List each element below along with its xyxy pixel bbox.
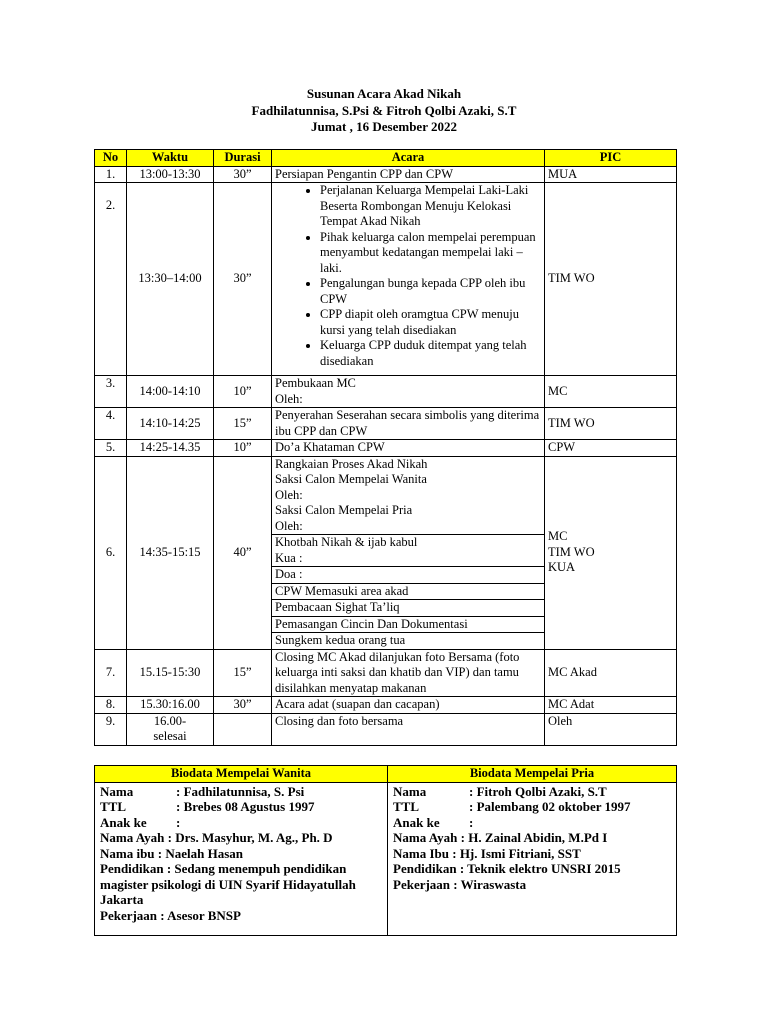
acara-line: Pembacaan Sighat Ta’liq [272, 600, 544, 617]
row-durasi: 30” [214, 166, 272, 183]
acara-line: Oleh: [275, 518, 303, 533]
sub-row [272, 633, 544, 649]
acara-line: Pembukaan MC [275, 376, 356, 390]
biodata-field: Nama Ibu : Hj. Ismi Fitriani, SST [393, 845, 581, 861]
field-label: Anak ke [100, 814, 147, 830]
row-acara [272, 376, 545, 408]
biodata-field: Pekerjaan : Wiraswasta [393, 876, 527, 892]
row-durasi: 15” [214, 649, 272, 697]
table-row [95, 649, 677, 697]
acara-line: Rangkaian Proses Akad Nikah [275, 456, 428, 471]
sub-row [272, 583, 544, 600]
field-label: Nama [393, 783, 427, 799]
row-waktu: 14:00-14:10 [127, 376, 214, 408]
heading-couple: Fadhilatunnisa, S.Psi & Fitroh Qolbi Azaki, S.T [251, 102, 517, 118]
col-durasi: Durasi [214, 150, 272, 167]
row-waktu: 14:25-14.35 [127, 440, 214, 457]
biodata-field [393, 784, 671, 800]
row-pic: MC Akad [545, 649, 677, 697]
col-pic: PIC [545, 150, 677, 167]
akad-sub-table [272, 457, 544, 649]
acara-line: Oleh: [275, 487, 303, 502]
biodata-field [393, 815, 671, 831]
row-durasi: 30” [214, 183, 272, 376]
acara-line: CPW Memasuki area akad [272, 583, 544, 600]
field-label: Anak ke [393, 814, 440, 830]
heading-date: Jumat , 16 Desember 2022 [311, 119, 457, 134]
row-pic: TIM WO [545, 408, 677, 440]
biodata-pria [388, 782, 677, 935]
row-pic: CPW [545, 440, 677, 457]
col-waktu: Waktu [127, 150, 214, 167]
row-acara: Closing dan foto bersama [272, 713, 545, 745]
waktu-line: 16.00- [153, 713, 187, 728]
field-value: : [176, 814, 181, 830]
biodata-field [100, 799, 382, 815]
biodata-field [393, 799, 671, 815]
sub-row [272, 457, 544, 535]
field-label: TTL [393, 799, 420, 814]
biodata-wanita [95, 782, 388, 935]
sub-row [272, 535, 544, 567]
biodata-field: Pekerjaan : Asesor BNSP [100, 907, 241, 923]
biodata-field: Pendidikan : Sedang menempuh pendidikan magister psikologi di UIN Syarif Hidayatullah Jakarta [100, 861, 356, 907]
row-waktu: 14:35-15:15 [127, 456, 214, 649]
row-durasi: 10” [214, 440, 272, 457]
biodata-table [94, 765, 677, 936]
row-acara: Do’a Khataman CPW [272, 440, 545, 457]
biodata-field: Nama Ayah : H. Zainal Abidin, M.Pd I [393, 830, 608, 845]
biodata-field [100, 815, 382, 831]
row-acara: Acara adat (suapan dan cacapan) [272, 697, 545, 714]
schedule-header-row [95, 150, 677, 167]
table-row [95, 183, 677, 376]
row-durasi: 40” [214, 456, 272, 649]
table-row [95, 376, 677, 408]
row-acara: Penyerahan Seserahan secara simbolis yang diterima ibu CPP dan CPW [272, 408, 545, 440]
table-row [95, 440, 677, 457]
field-value: : Fitroh Qolbi Azaki, S.T [469, 783, 607, 799]
sub-row [272, 567, 544, 584]
field-label: Nama [100, 783, 134, 799]
col-no: No [95, 150, 127, 167]
acara-line: Saksi Calon Mempelai Wanita [275, 472, 427, 486]
list-item: • Perjalanan Keluarga Mempelai Laki-Laki Beserta Rombongan Menuju Kelokasi Tempat Akad Nikah [320, 183, 541, 230]
row-acara: Closing MC Akad dilanjukan foto Bersama (foto keluarga inti saksi dan khatib dan VIP) dan tamu disilahkan menyatap makanan [272, 649, 545, 697]
list-item: • CPP diapit oleh oramgtua CPW menuju kursi yang telah disediakan [320, 307, 541, 338]
row-pic [545, 456, 677, 649]
row-waktu: 14:10-14:25 [127, 408, 214, 440]
row-durasi: 30” [214, 697, 272, 714]
pic-line: KUA [548, 560, 576, 575]
field-value: : Fadhilatunnisa, S. Psi [176, 783, 305, 799]
table-row [95, 697, 677, 714]
acara-line: Sungkem kedua orang tua [275, 633, 406, 647]
row-no: 6. [95, 456, 127, 649]
row-no: 9. [95, 713, 127, 745]
biodata-pria-title: Biodata Mempelai Pria [388, 766, 677, 783]
row-waktu: 13:00-13:30 [127, 166, 214, 183]
biodata-field [100, 784, 382, 800]
field-value: : Brebes 08 Agustus 1997 [176, 799, 315, 814]
row-no: 8. [95, 697, 127, 714]
col-acara: Acara [272, 150, 545, 167]
row-no: 1. [95, 166, 127, 183]
row-pic: MC Adat [545, 697, 677, 714]
acara-line: Saksi Calon Mempelai Pria [275, 503, 413, 517]
row-pic: MUA [545, 166, 677, 183]
document-heading [0, 86, 768, 136]
list-item: • Pihak keluarga calon mempelai perempuan menyambut kedatangan mempelai laki –laki. [320, 230, 541, 277]
sub-row [272, 616, 544, 633]
row-no: 4. [95, 408, 127, 440]
row-durasi [214, 713, 272, 745]
biodata-header-row [95, 766, 677, 783]
row-waktu: 15.15-15:30 [127, 649, 214, 697]
field-value: : Palembang 02 oktober 1997 [469, 799, 631, 814]
row-acara [272, 183, 545, 376]
row-acara [272, 456, 545, 649]
row-waktu: 13:30–14:00 [127, 183, 214, 376]
row-waktu [127, 713, 214, 745]
acara-bullet-list [275, 183, 541, 369]
row-durasi: 10” [214, 376, 272, 408]
schedule-table [94, 149, 677, 746]
table-row [95, 408, 677, 440]
row-waktu: 15.30:16.00 [127, 697, 214, 714]
biodata-wanita-title: Biodata Mempelai Wanita [95, 766, 388, 783]
sub-row [272, 600, 544, 617]
waktu-line: selesai [153, 729, 187, 743]
row-durasi: 15” [214, 408, 272, 440]
acara-line: Pemasangan Cincin Dan Dokumentasi [272, 616, 544, 633]
acara-line: Oleh: [275, 391, 303, 406]
list-item: • Keluarga CPP duduk ditempat yang telah disediakan [320, 338, 541, 369]
table-row [95, 166, 677, 183]
row-no: 5. [95, 440, 127, 457]
field-label: TTL [100, 799, 127, 814]
biodata-body-row [95, 782, 677, 935]
pic-line: TIM WO [548, 544, 595, 559]
heading-title: Susunan Acara Akad Nikah [306, 86, 462, 101]
table-row [95, 713, 677, 745]
row-pic: TIM WO [545, 183, 677, 376]
row-pic: Oleh [545, 713, 677, 745]
field-value: : [469, 814, 474, 830]
row-no: 2. [95, 183, 127, 376]
biodata-field: Pendidikan : Teknik elektro UNSRI 2015 [393, 861, 621, 876]
list-item: • Pengalungan bunga kepada CPP oleh ibu CPW [320, 276, 541, 307]
row-no: 7. [95, 649, 127, 697]
pic-line: MC [548, 529, 568, 544]
table-row [95, 456, 677, 649]
biodata-field: Nama Ayah : Drs. Masyhur, M. Ag., Ph. D [100, 830, 333, 845]
row-no: 3. [95, 376, 127, 408]
biodata-field: Nama ibu : Naelah Hasan [100, 845, 244, 861]
row-pic: MC [545, 376, 677, 408]
acara-line: Doa : [272, 567, 544, 584]
acara-line: Kua : [275, 550, 303, 565]
row-acara: Persiapan Pengantin CPP dan CPW [272, 166, 545, 183]
acara-line: Khotbah Nikah & ijab kabul [275, 535, 418, 549]
